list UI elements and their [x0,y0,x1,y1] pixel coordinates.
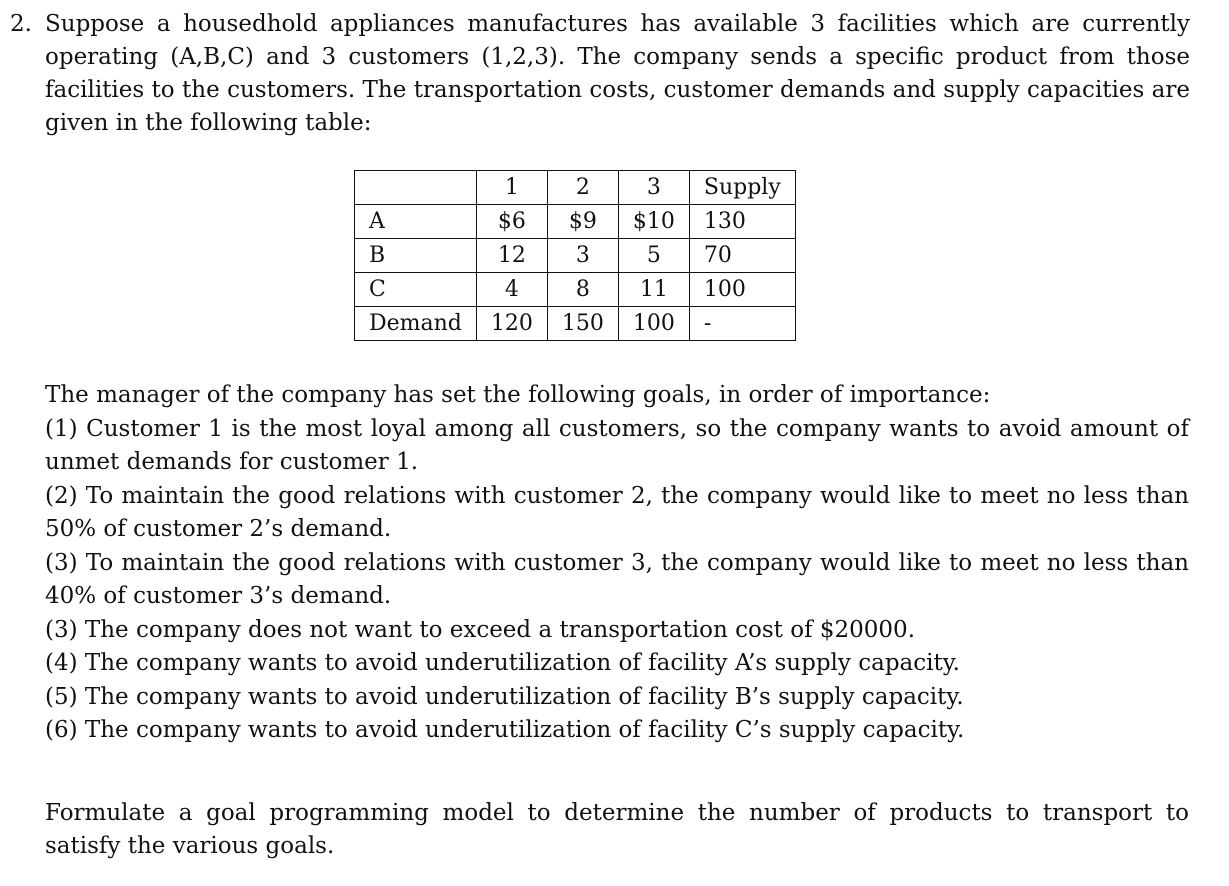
table-cell: 100 [618,307,689,341]
table-header-cell: 1 [476,171,547,205]
table-cell: 150 [547,307,618,341]
goal-item: (6) The company wants to avoid underutilization of facility C’s supply capacity. [45,717,965,743]
table-header-row [355,171,796,205]
transportation-table [354,170,796,341]
table-row [355,273,796,307]
goal-item: (3) To maintain the good relations with customer 3, the company would like to meet no less than 40% of customer 3’s demand. [45,549,1189,609]
goal-item: (4) The company wants to avoid underutilization of facility A’s supply capacity. [45,650,960,676]
table-header-cell: Supply [689,171,795,205]
table-cell: 11 [618,273,689,307]
table-header-cell: 3 [618,171,689,205]
problem-statement [10,8,1190,140]
table-cell: 70 [689,239,795,273]
table-row [355,205,796,239]
table-cell: 4 [476,273,547,307]
closing-instruction: Formulate a goal programming model to determine the number of products to transport to satisfy the various goals. [45,800,1189,859]
problem-intro-text: Suppose a housedhold appliances manufactures has available 3 facilities which are currently operating (A,B,C) and 3 customers (1,2,3). The company sends a specific product from those facilities to the customers. The transportation costs, customer demands and supply capacities are given in the following table: [45,11,1190,136]
row-label: B [355,239,477,273]
goal-item: (2) To maintain the good relations with customer 2, the company would like to meet no less than 50% of customer 2’s demand. [45,482,1189,542]
table-cell: 130 [689,205,795,239]
row-label: C [355,273,477,307]
problem-number: 2. [10,11,32,37]
goals-lead: The manager of the company has set the following goals, in order of importance: [45,382,991,408]
table-header-cell: 2 [547,171,618,205]
row-label: Demand [355,307,477,341]
cost-table-container [354,170,796,341]
table-cell: $10 [618,205,689,239]
table-cell: - [689,307,795,341]
table-cell: 100 [689,273,795,307]
goal-item: (1) Customer 1 is the most loyal among all customers, so the company wants to avoid amount of unmet demands for customer 1. [45,415,1189,475]
row-label: A [355,205,477,239]
table-cell: $9 [547,205,618,239]
table-row [355,239,796,273]
table-row [355,307,796,341]
goals-section [45,379,1189,748]
table-cell: 12 [476,239,547,273]
goal-item: (3) The company does not want to exceed a transportation cost of $20000. [45,616,916,643]
table-cell: 8 [547,273,618,307]
table-cell: 5 [618,239,689,273]
problem-intro [10,8,1190,140]
table-header-cell [355,171,477,205]
goal-item: (5) The company wants to avoid underutilization of facility B’s supply capacity. [45,683,964,710]
table-cell: 120 [476,307,547,341]
table-cell: $6 [476,205,547,239]
table-cell: 3 [547,239,618,273]
